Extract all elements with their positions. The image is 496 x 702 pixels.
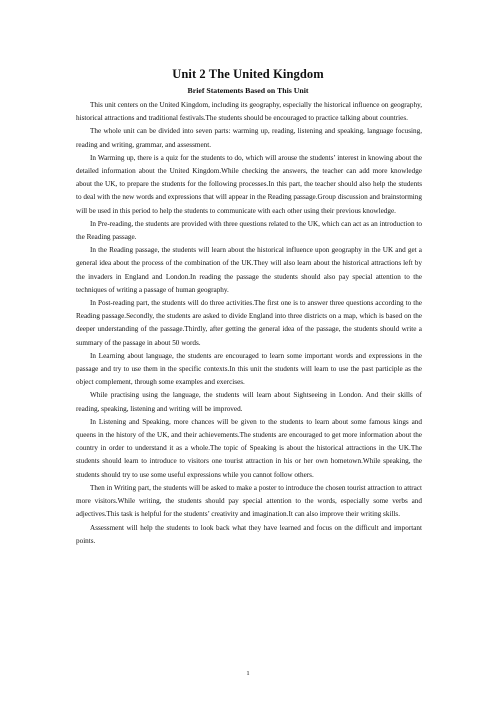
page-title: Unit 2 The United Kingdom (172, 67, 324, 81)
page-subtitle: Brief Statements Based on This Unit (187, 86, 309, 95)
paragraph: In Warming up, there is a quiz for the students to do, which will arouse the students’ interest in knowing about the detailed information about the United Kingdom.While checking the answers, the teacher can add more knowledge about the UK, to prepare the students for the following processes.In this part, the teacher should also help the students to deal with the new words and expressions that will appear in the Reading passage.Group discussion and brainstorming will be used in this period to help the students to communicate with each other using their previous knowledge. (76, 153, 422, 215)
paragraph: In Learning about language, the students are encouraged to learn some important words and expressions in the passage and try to use them in the specific contexts.In this unit the students will learn to use the past participle as the object complement, through some examples and exercises. (76, 351, 422, 387)
paragraph: In the Reading passage, the students will learn about the historical influence upon geography in the UK and get a general idea about the process of the combination of the UK.They will also learn about the historical attractions left by the invaders in England and London.In reading the passage the students should also pay special attention to the techniques of writing a passage of human geography. (76, 246, 422, 294)
paragraph: While practising using the language, the students will learn about Sightseeing in London. And their skills of reading, speaking, listening and writing will be improved. (76, 391, 422, 413)
paragraph: In Pre-reading, the students are provided with three questions related to the UK, which can act as an introduction to the Reading passage. (76, 219, 422, 242)
page-number: 1 (246, 670, 250, 677)
paragraph: Then in Writing part, the students will be asked to make a poster to introduce the chosen tourist attraction to attract more visitors.While writing, the students should pay special attention to the words, especially some verbs and adjectives.This task is helpful for the students’ creativity and imagination.It can also improve their writing skills. (76, 483, 422, 519)
document-body (76, 99, 422, 548)
paragraph: In Post-reading part, the students will do three activities.The first one is to answer three questions according to the Reading passage.Secondly, the students are asked to divide England into three districts on a map, which is based on the deeper understanding of the passage.Thirdly, after getting the general idea of the passage, the students should write a summary of the passage in about 50 words. (76, 299, 422, 347)
paragraph: This unit centers on the United Kingdom, including its geography, especially the historical influence on geography, historical attractions and traditional festivals.The students should be encouraged to practice talking about countries. (76, 101, 422, 123)
paragraph: The whole unit can be divided into seven parts: warming up, reading, listening and speaking, language focusing, reading and writing, grammar, and assessment. (76, 127, 422, 149)
paragraph: Assessment will help the students to look back what they have learned and focus on the difficult and important points. (76, 523, 422, 545)
paragraph: In Listening and Speaking, more chances will be given to the students to learn about some famous kings and queens in the history of the UK, and their achievements.The students are encouraged to get more information about the country in order to understand it as a whole.The topic of Speaking is about the historical attractions in the UK.The students should learn to introduce to visitors one tourist attraction in his or her own hometown.While speaking, the students should try to use some useful expressions while you cannot follow others. (76, 417, 422, 479)
